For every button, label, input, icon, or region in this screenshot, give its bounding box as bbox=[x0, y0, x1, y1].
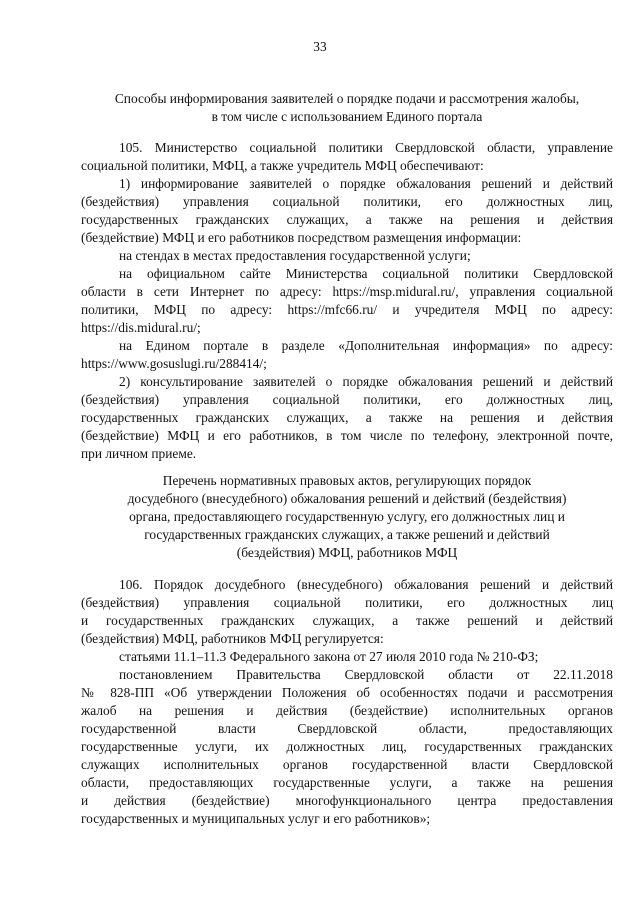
text-line: 2) консультирование заявителей о порядке обжалования решений и действий bbox=[119, 374, 613, 389]
heading-line: Перечень нормативных правовых актов, регулирующих порядок bbox=[162, 473, 532, 488]
text-line: 106. Порядок досудебного (внесудебного) обжалования решений и действий bbox=[119, 577, 613, 592]
section-heading-complaint-information bbox=[81, 90, 613, 126]
text-line: (бездействие) МФЦ и его работников, в том числе по телефону, электронной почте, bbox=[81, 428, 613, 443]
text-line: 105. Министерство социальной политики Свердловской области, управление bbox=[119, 140, 613, 155]
text-line: государственных гражданских служащих, а также на решения и действия bbox=[81, 212, 613, 227]
text-line: области, предоставляющих государственные услуги, а также на решения bbox=[81, 775, 613, 790]
paragraph-106 bbox=[81, 576, 613, 828]
heading-line: досудебного (внесудебного) обжалования решений и действий (бездействия) bbox=[127, 491, 567, 506]
text-line: государственной власти Свердловской области, предоставляющих bbox=[81, 721, 613, 736]
text-line: статьями 11.1–11.3 Федерального закона от 27 июля 2010 года № 210-ФЗ; bbox=[119, 649, 539, 664]
text-line: жалоб на решения и действия (бездействие) исполнительных органов bbox=[81, 703, 613, 718]
text-line: (бездействие) МФЦ и его работников посредством размещения информации: bbox=[81, 230, 522, 245]
heading-line: в том числе с использованием Единого портала bbox=[211, 109, 483, 124]
text-line: (бездействия) управления социальной политики, его должностных лиц, bbox=[81, 392, 613, 407]
text-line: № 828-ПП «Об утверждении Положения об особенностях подачи и рассмотрения bbox=[81, 685, 613, 700]
heading-line: Способы информирования заявителей о порядке подачи и рассмотрения жалобы, bbox=[114, 91, 580, 106]
text-line: на официальном сайте Министерства социальной политики Свердловской bbox=[119, 266, 613, 281]
section-heading-regulatory-acts bbox=[81, 472, 613, 562]
text-line: государственных гражданских служащих, а также на решения и действия bbox=[81, 410, 613, 425]
text-line: https://www.gosuslugi.ru/288414/; bbox=[81, 356, 267, 371]
text-line: государственных и муниципальных услуг и его работников»; bbox=[81, 811, 431, 826]
text-line: служащих исполнительных органов государственной власти Свердловской bbox=[81, 757, 613, 772]
text-line: https://dis.midural.ru/; bbox=[81, 320, 201, 335]
text-line: политики, МФЦ по адресу: https://mfc66.ru/ и учредителя МФЦ по адресу: bbox=[81, 302, 613, 317]
text-line: (бездействия) управления социальной политики, его должностных лиц, bbox=[81, 194, 613, 209]
text-line: социальной политики, МФЦ, а также учредитель МФЦ обеспечивают: bbox=[81, 158, 484, 173]
text-line: области в сети Интернет по адресу: https://msp.midural.ru/, управления социальной bbox=[81, 284, 613, 299]
text-line: и государственных гражданских служащих, а также решений и действий bbox=[81, 613, 613, 628]
text-line: при личном приеме. bbox=[81, 446, 197, 461]
heading-line: органа, предоставляющего государственную услугу, его должностных лиц и bbox=[129, 509, 565, 524]
text-line: и действия (бездействие) многофункционального центра предоставления bbox=[81, 793, 613, 808]
heading-line: (бездействия) МФЦ, работников МФЦ bbox=[236, 545, 458, 560]
text-line: (бездействия) МФЦ, работников МФЦ регулируется: bbox=[81, 631, 384, 646]
heading-line: государственных гражданских служащих, а также решений и действий bbox=[144, 527, 550, 542]
paragraph-105 bbox=[81, 139, 613, 463]
text-line: государственные услуги, их должностных лиц, государственных гражданских bbox=[81, 739, 613, 754]
text-line: постановлением Правительства Свердловской области от 22.11.2018 bbox=[119, 667, 613, 682]
text-line: на стендах в местах предоставления государственной услуги; bbox=[119, 248, 471, 263]
text-line: на Едином портале в разделе «Дополнительная информация» по адресу: bbox=[119, 338, 613, 353]
text-line: (бездействия) управления социальной политики, его должностных лиц bbox=[81, 595, 613, 610]
page-number: 33 bbox=[313, 39, 327, 54]
text-line: 1) информирование заявителей о порядке обжалования решений и действий bbox=[119, 176, 613, 191]
